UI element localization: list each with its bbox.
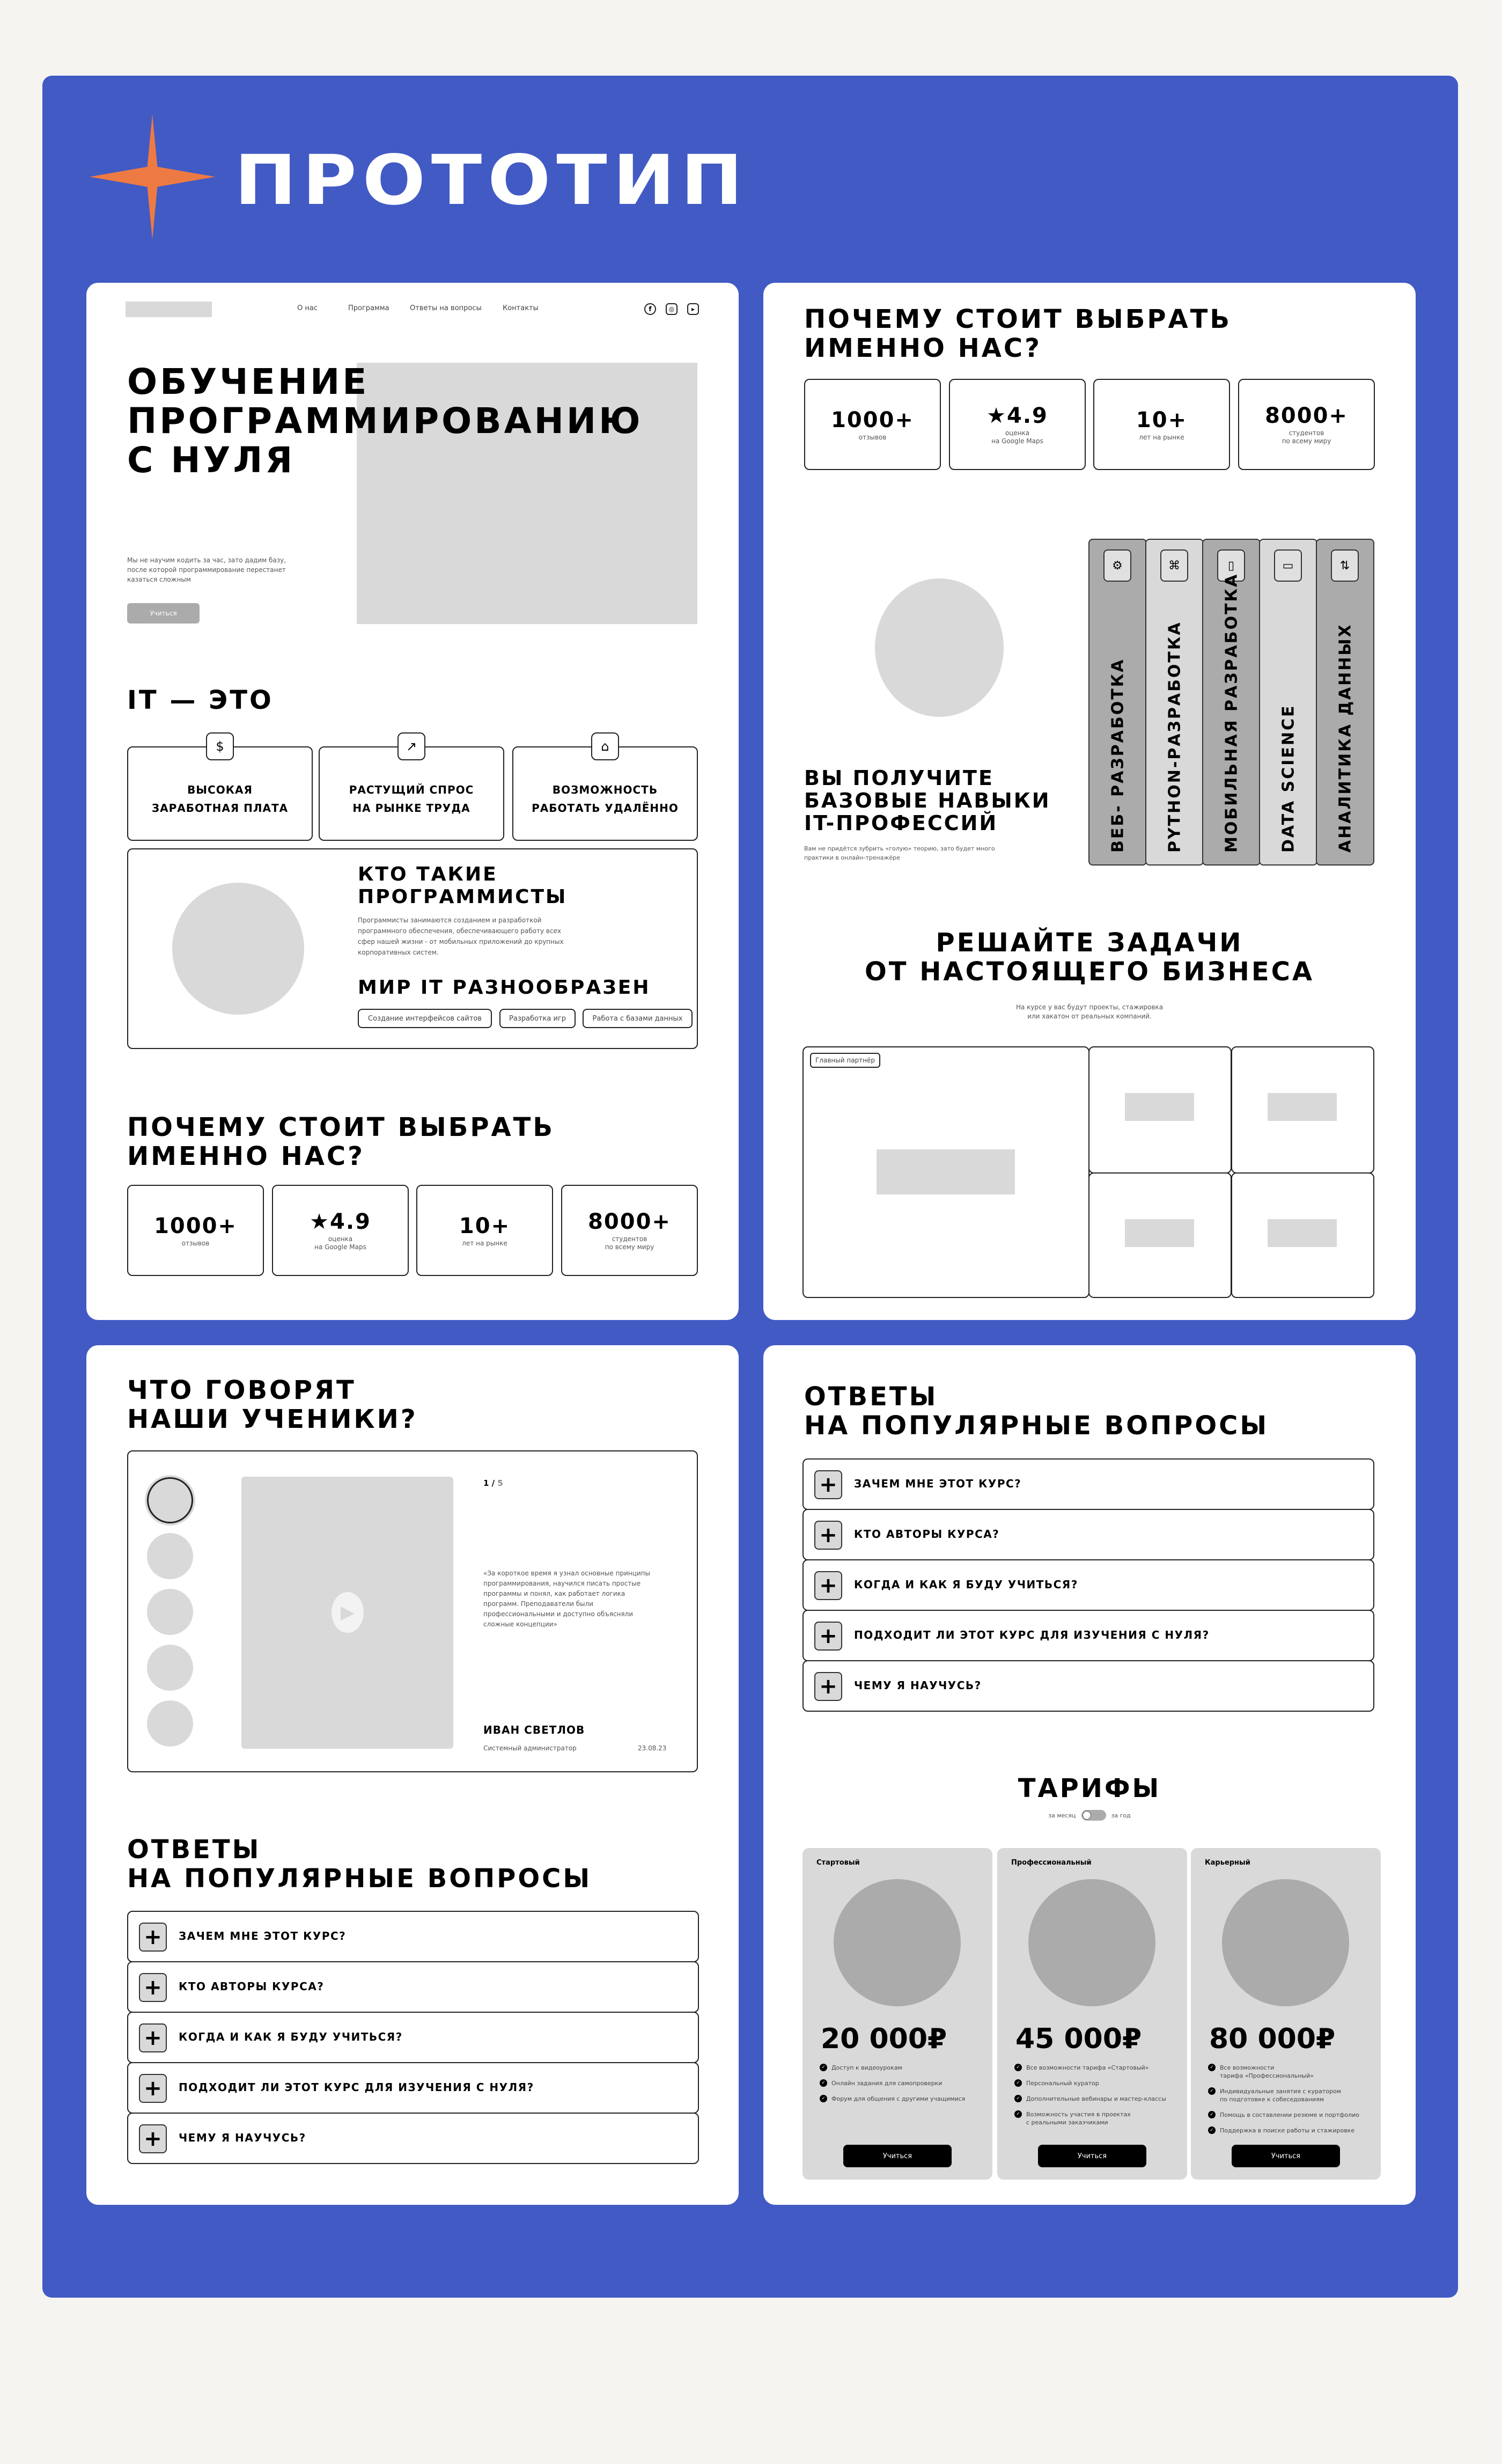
plus-icon[interactable]: + [139,2074,167,2103]
tariff-feature-text: Дополнительные вебинары и мастер-классы [1026,2095,1166,2102]
reviews-panel [86,1345,739,2205]
stat-value: 1000+ [831,407,914,432]
review-avatar[interactable] [147,1700,193,1747]
check-icon: ✓ [1208,2064,1216,2071]
nav-program[interactable]: Программа [348,304,389,312]
nav-about[interactable]: О нас [297,304,318,312]
faq-item[interactable] [802,1509,1374,1560]
faq-tariffs-panel [763,1345,1416,2205]
tariff-name: Стартовый [816,1859,860,1867]
review-counter-total: 5 [497,1478,503,1488]
who-card [127,848,698,1049]
phone-icon: ▯ [1217,549,1245,582]
partner-cell[interactable] [1231,1046,1374,1174]
plus-icon[interactable]: + [139,1923,167,1952]
stat-value: 1000+ [154,1213,237,1238]
faq-question: КОГДА И КАК Я БУДУ УЧИТЬСЯ? [854,1578,1078,1591]
stat-value: 8000+ [1265,404,1348,428]
faq-item[interactable] [802,1610,1374,1661]
nav-contacts[interactable]: Контакты [503,304,539,312]
partners-grid [802,1046,1374,1298]
who-title: КТО ТАКИЕ ПРОГРАММИСТЫ [358,863,568,908]
tariff-feature [1014,2110,1181,2126]
review-card [127,1450,698,1772]
hero-title: ОБУЧЕНИЕ ПРОГРАММИРОВАНИЮ С НУЛЯ [127,361,643,481]
hero-description: Мы не научим кодить за час, зато дадим базу, после которой программирование перестанет казаться сложным [127,556,286,583]
chart-icon: ↗ [397,732,425,760]
faq-item[interactable] [127,2113,699,2164]
command-icon: ⌘ [1160,549,1188,582]
faq-item[interactable] [127,2012,699,2063]
review-video[interactable] [241,1477,453,1749]
stat-card [949,379,1086,470]
toggle-monthly-label[interactable]: за месяц [1048,1812,1076,1819]
faq-title-2: ОТВЕТЫ НА ПОПУЛЯРНЫЕ ВОПРОСЫ [804,1382,1269,1441]
facebook-icon[interactable]: f [644,303,656,315]
plus-icon[interactable]: + [814,1622,842,1651]
stat-card [804,379,941,470]
it-benefit-text: ВОЗМОЖНОСТЬ РАБОТАТЬ УДАЛЁННО [532,783,679,815]
profession-label: DATA SCIENCE [1279,704,1298,853]
partner-cell[interactable] [1231,1172,1374,1298]
tag-databases[interactable]: Работа с базами данных [583,1009,693,1028]
main-partner-logo [877,1149,1015,1194]
tariff-feature-text: Форум для общения с другими учащимися [831,2095,966,2102]
play-icon[interactable]: ▶ [332,1592,364,1633]
stat-label: студентов по всему миру [605,1235,654,1251]
world-title: МИР IT РАЗНООБРАЗЕН [358,977,651,999]
youtube-icon[interactable]: ▸ [687,303,699,315]
review-avatar-active[interactable] [147,1477,193,1523]
faq-question: ПОДХОДИТ ЛИ ЭТОТ КУРС ДЛЯ ИЗУЧЕНИЯ С НУЛЯ? [179,2081,534,2094]
stat-label: оценка на Google Maps [991,429,1043,445]
tariff-feature-text: Персональный куратор [1026,2080,1099,2087]
main-partner-cell[interactable] [802,1046,1089,1298]
brand-title: ПРОТОТИП [234,141,749,221]
partner-logo [1268,1219,1337,1247]
tariff-features [1208,2064,1374,2142]
it-benefit-text: РАСТУЩИЙ СПРОС НА РЫНКЕ ТРУДА [349,783,474,815]
tariffs-title: ТАРИФЫ [1018,1773,1161,1803]
faq-item[interactable] [802,1458,1374,1510]
tariff-feature [820,2079,986,2087]
review-avatar[interactable] [147,1589,193,1635]
faq-question: ЧЕМУ Я НАУЧУСЬ? [854,1679,982,1692]
check-icon: ✓ [1208,2111,1216,2118]
tariff-feature-text: Поддержка в поиске работы и стажировке [1220,2127,1355,2134]
tariff-feature [1208,2111,1374,2119]
tariff-feature [1208,2126,1374,2135]
profession-column[interactable] [1145,539,1204,866]
tariff-name: Карьерный [1205,1859,1250,1867]
faq-item[interactable] [127,1961,699,2013]
profession-label: ВЕБ- РАЗРАБОТКА [1108,658,1127,853]
it-benefit-card [512,746,698,841]
faq-item[interactable] [127,1911,699,1962]
tariff-feature-text: Все возможности тарифа «Стартовый» [1026,2064,1149,2071]
stat-label: оценка на Google Maps [314,1235,366,1251]
why-title: ПОЧЕМУ СТОИТ ВЫБРАТЬ ИМЕННО НАС? [127,1112,555,1171]
tariff-card [802,1848,992,2180]
tag-games[interactable]: Разработка игр [499,1009,576,1028]
tariff-image [834,1879,961,2006]
dollar-icon: $ [206,732,234,760]
faq-question: ЗАЧЕМ МНЕ ЭТОТ КУРС? [179,1930,347,1942]
business-text: На курсе у вас будут проекты, стажировка или хакатон от реальных компаний. [1015,1003,1164,1020]
tariff-feature [820,2064,986,2072]
review-avatar[interactable] [147,1645,193,1691]
toggle-yearly-label[interactable]: за год [1111,1812,1131,1819]
faq-title: ОТВЕТЫ НА ПОПУЛЯРНЫЕ ВОПРОСЫ [127,1835,592,1894]
partner-logo [1268,1093,1337,1121]
stat-card [272,1185,409,1276]
stat-card [561,1185,698,1276]
check-icon: ✓ [820,2079,827,2087]
tariff-feature-text: Онлайн задания для самопроверки [831,2080,943,2087]
stat-value: ★4.9 [986,404,1048,428]
tariff-learn-button[interactable]: Учиться [1038,2145,1146,2167]
logo-placeholder[interactable] [126,302,212,317]
tariff-feature [1208,2064,1374,2080]
plus-icon[interactable]: + [814,1571,842,1600]
profession-label: МОБИЛЬНАЯ РАЗРАБОТКА [1222,573,1241,853]
landing-hero-panel [86,283,739,1320]
plus-icon[interactable]: + [814,1521,842,1550]
tariff-feature-text: Возможность участия в проектах с реальными заказчиками [1026,2111,1131,2126]
instagram-icon[interactable]: ◎ [666,303,678,315]
plus-icon[interactable]: + [814,1672,842,1701]
check-icon: ✓ [1014,2110,1022,2118]
profession-column[interactable] [1202,539,1261,866]
profession-label: АНАЛИТИКА ДАННЫХ [1336,623,1354,853]
plus-icon[interactable]: + [139,1973,167,2002]
tag-web-ui[interactable]: Создание интерфейсов сайтов [358,1009,492,1028]
tariff-price: 20 000₽ [821,2023,947,2055]
stat-card [127,1185,264,1276]
review-quote: «За короткое время я узнал основные принципы программирования, научился писать простые программы и понял, как работает логика программ. Преподаватели были профессиональными и доступно объясняли сложные концепции» [483,1570,650,1628]
review-avatar[interactable] [147,1533,193,1579]
faq-item[interactable] [127,2062,699,2114]
reviews-title: ЧТО ГОВОРЯТ НАШИ УЧЕНИКИ? [127,1375,418,1434]
business-title: РЕШАЙТЕ ЗАДАЧИ ОТ НАСТОЯЩЕГО БИЗНЕСА [864,928,1315,987]
tariff-card [1191,1848,1381,2180]
check-icon: ✓ [1208,2126,1216,2134]
tariff-feature [1014,2095,1181,2103]
review-counter-current: 1 / [483,1478,495,1488]
review-counter [483,1478,503,1488]
tariff-feature-text: Индивидуальные занятия с куратором по подготовке к собеседованиям [1220,2088,1341,2103]
gear-icon: ⚙ [1103,549,1131,582]
sd-card-icon: ▭ [1274,549,1302,582]
stat-value: 10+ [1136,407,1188,432]
toggle-knob [1083,1811,1091,1820]
tariff-features [820,2064,986,2110]
stat-label: отзывов [181,1239,210,1247]
stat-label: лет на рынке [1139,433,1184,441]
check-icon: ✓ [820,2064,827,2071]
it-benefit-text: ВЫСОКАЯ ЗАРАБОТНАЯ ПЛАТА [151,783,289,815]
tariff-card [997,1848,1187,2180]
profession-column[interactable] [1259,539,1317,866]
faq-question: ЧЕМУ Я НАУЧУСЬ? [179,2131,306,2144]
tariff-image [1222,1879,1349,2006]
stat-value: 10+ [459,1213,511,1238]
skills-text: Вам не придётся зубрить «голую» теорию, зато будет много практики в онлайн-тренажёре [804,845,995,861]
tariff-feature [820,2095,986,2103]
check-icon: ✓ [1014,2064,1022,2071]
tariff-image [1028,1879,1155,2006]
partner-cell[interactable] [1088,1046,1232,1174]
who-text: Программисты занимаются созданием и разработкой программного обеспечения, обеспечивающего работу всех сфер нашей жизни - от мобильных приложений до крупных корпоративных систем. [358,916,564,956]
stat-label: отзывов [858,433,887,441]
faq-question: ПОДХОДИТ ЛИ ЭТОТ КУРС ДЛЯ ИЗУЧЕНИЯ С НУЛЯ? [854,1629,1210,1641]
who-image [172,883,304,1015]
professions-columns [1088,539,1374,866]
skills-title: ВЫ ПОЛУЧИТЕ БАЗОВЫЕ НАВЫКИ IT-ПРОФЕССИЙ [804,766,1051,835]
partner-cell[interactable] [1088,1172,1232,1298]
nav-faq[interactable]: Ответы на вопросы [410,304,482,312]
tariff-feature-text: Доступ к видеоурокам [831,2064,902,2071]
star-logo-icon [90,113,215,240]
why-title-2: ПОЧЕМУ СТОИТ ВЫБРАТЬ ИМЕННО НАС? [804,304,1232,363]
tariff-feature-text: Помощь в составлении резюме и портфолио [1220,2111,1360,2118]
partner-logo [1125,1093,1194,1121]
why-skills-panel [763,283,1416,1320]
profession-column[interactable] [1316,539,1374,866]
tariff-learn-button[interactable]: Учиться [843,2145,952,2167]
tariff-learn-button[interactable]: Учиться [1232,2145,1340,2167]
review-date: 23.08.23 [638,1744,667,1752]
flow-icon: ⇅ [1331,549,1359,582]
stat-value: 8000+ [588,1209,671,1234]
reviewer-role: Системный администратор [483,1744,577,1752]
faq-question: КТО АВТОРЫ КУРСА? [854,1528,1000,1541]
faq-question: ЗАЧЕМ МНЕ ЭТОТ КУРС? [854,1477,1022,1490]
partner-logo [1125,1219,1194,1247]
it-benefit-card [127,746,313,841]
check-icon: ✓ [1208,2087,1216,2095]
tariff-name: Профессиональный [1011,1859,1092,1867]
hero-learn-button[interactable]: Учиться [127,603,200,624]
tariff-feature [1014,2079,1181,2087]
skills-image [875,578,1004,717]
stat-card [1093,379,1230,470]
profession-column[interactable] [1088,539,1147,866]
stat-value: ★4.9 [310,1209,371,1234]
it-section-title: IT — ЭТО [127,685,274,715]
check-icon: ✓ [1014,2095,1022,2102]
check-icon: ✓ [820,2095,827,2102]
reviewer-name: ИВАН СВЕТЛОВ [483,1724,585,1736]
billing-toggle-switch[interactable] [1081,1810,1106,1821]
tariff-feature [1014,2064,1181,2072]
faq-question: КОГДА И КАК Я БУДУ УЧИТЬСЯ? [179,2030,403,2043]
faq-question: КТО АВТОРЫ КУРСА? [179,1980,325,1993]
main-partner-badge: Главный партнёр [810,1053,880,1068]
plus-icon[interactable]: + [814,1470,842,1499]
tariff-features [1014,2064,1181,2134]
tariff-price: 45 000₽ [1015,2023,1142,2055]
house-icon: ⌂ [591,732,619,760]
plus-icon[interactable]: + [139,2023,167,2052]
faq-item[interactable] [802,1559,1374,1611]
check-icon: ✓ [1014,2079,1022,2087]
tariff-feature-text: Все возможности тарифа «Профессиональный» [1220,2064,1314,2079]
profession-label: PYTHON-РАЗРАБОТКА [1165,621,1184,853]
it-benefit-card [319,746,504,841]
faq-item[interactable] [802,1660,1374,1712]
billing-toggle [763,1810,1416,1821]
tariff-price: 80 000₽ [1209,2023,1336,2055]
stat-label: студентов по всему миру [1282,429,1331,445]
stat-card [1238,379,1375,470]
stat-label: лет на рынке [462,1239,507,1247]
plus-icon[interactable]: + [139,2124,167,2153]
tariff-feature [1208,2087,1374,2103]
stat-card [416,1185,553,1276]
